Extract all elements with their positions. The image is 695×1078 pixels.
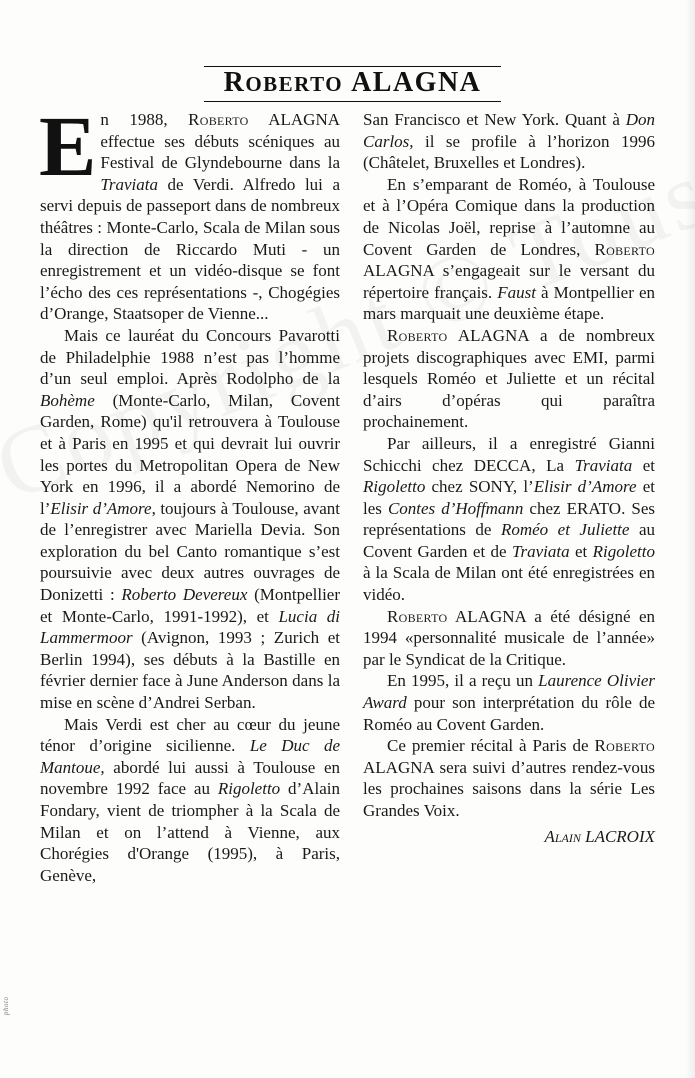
text: (Avignon, 1993 ; Zurich et Berlin 1994), ses débuts à la Bastille en février dernier face à June Anderson dans la mise en scène d’Andrei Serban. bbox=[40, 628, 340, 713]
text: (Monte-Carlo, Milan, Covent Garden, Rome) qu'il retrouvera à Toulouse et à Paris en 1995 et qui devrait lui ouvrir les portes du Metropolitan Opera de New York en 1996, il a abordé Nemorino de l’ bbox=[40, 390, 340, 518]
text: au Covent Garden et de bbox=[363, 520, 655, 561]
page-edge-shadow bbox=[685, 0, 695, 1078]
text: de Verdi. Alfredo lui a servi depuis de passeport dans de nombreux théâtres : Monte-Carlo, Scala de Milan sous la direction de Riccardo Muti - un enregistrement et un vidéo-disque se font l’écho des ces représentations -, Chogégies d’Orange, Staatsoper de Vienne... bbox=[40, 174, 340, 324]
opera-title: Le Duc de Mantoue, bbox=[40, 736, 341, 777]
text: il se profile à l’horizon 1996 (Châtelet, Bruxelles et Londres). bbox=[363, 131, 655, 173]
opera-title: Rigoletto bbox=[592, 541, 655, 561]
award-title: Laurence Olivier Award bbox=[363, 671, 655, 713]
paragraph-3 bbox=[40, 714, 340, 887]
opera-title: Contes d’Hoffmann bbox=[387, 498, 524, 518]
text: En s’emparant de Roméo, à Toulouse et à l’Opéra Comique dans la production de Nicolas Joël, reprise à l’automne au Covent Garden de Londres, bbox=[363, 174, 655, 259]
text: , toujours à Toulouse, avant de l’enregistrer avec Mariella Devia. Son exploration du bel Canto romantique s’est poursuivie avec deux autres ouvrages de Donizetti : bbox=[40, 498, 341, 605]
text: ALAGNA a de nombreux projets discographiques avec EMI, parmi lesquels Roméo et Juliette et un récital d’airs d’opéras qui paraîtra prochainement. bbox=[363, 325, 655, 432]
text: n 1988, bbox=[100, 110, 189, 129]
paragraph-7 bbox=[363, 606, 655, 671]
opera-title: Rigoletto bbox=[217, 779, 281, 799]
text: En 1995, il a reçu un bbox=[387, 671, 539, 691]
opera-title: Lucia di Lammermoor bbox=[40, 606, 340, 648]
opera-title: Don Carlos, bbox=[363, 110, 655, 151]
text: ALAGNA a été désigné en 1994 «personnalité musicale de l’année» par le Syndicat de la Critique. bbox=[363, 606, 655, 669]
text: Ce premier récital à Paris de bbox=[387, 736, 595, 756]
opera-title: Elisir d’Amore bbox=[50, 498, 152, 518]
text: Par ailleurs, il a enregistré Gianni Schicchi chez DECCA, La bbox=[363, 433, 655, 475]
text: (Montpellier et Monte-Carlo, 1991-1992), et bbox=[40, 585, 341, 626]
text: San Francisco et New York. Quant à bbox=[363, 110, 626, 129]
text: Mais ce lauréat du Concours Pavarotti de Philadelphie 1988 n’est pas l’homme d’un seul emploi. Après Rodolpho de la bbox=[40, 325, 340, 389]
opera-title: Elisir d’Amore bbox=[533, 477, 637, 497]
name-small-caps: Roberto bbox=[387, 606, 448, 626]
opera-title: Faust bbox=[497, 282, 536, 302]
paragraph-1 bbox=[39, 98, 340, 325]
opera-title: Bohème bbox=[40, 390, 95, 410]
text: ALAGNA s’engageait sur le versant du répertoire français. bbox=[363, 261, 655, 302]
drop-cap: E bbox=[39, 98, 97, 194]
text: et les bbox=[363, 477, 655, 518]
text: abordé lui aussi à Toulouse en novembre 1992 face au bbox=[40, 757, 340, 799]
text: à la Scala de Milan ont été enregistrées en vidéo. bbox=[363, 563, 655, 605]
article-title bbox=[204, 68, 501, 99]
opera-title: Roberto Devereux bbox=[121, 585, 248, 605]
author-first-name: Alain bbox=[544, 826, 581, 846]
text: Mais Verdi est cher au cœur du jeune ténor d’origine sicilienne. bbox=[40, 714, 340, 756]
photo-credit: photo bbox=[2, 996, 10, 1015]
paragraph-6 bbox=[363, 433, 655, 606]
text: et bbox=[632, 455, 655, 475]
text: et bbox=[569, 541, 593, 561]
name-small-caps: Roberto bbox=[387, 325, 448, 345]
opera-title: Traviata bbox=[574, 455, 633, 475]
text: chez SONY, l’ bbox=[425, 477, 534, 497]
article-title-banner bbox=[204, 66, 501, 102]
title-last-name: ALAGNA bbox=[351, 67, 482, 98]
opera-title: Traviata bbox=[100, 174, 158, 194]
paragraph-2 bbox=[40, 325, 340, 714]
left-column bbox=[39, 98, 341, 886]
title-first-name: OBERTO bbox=[245, 72, 344, 96]
text: d’Alain Fondary, vient de triompher à la Scala de Milan et on l’attend à Vienne, aux Chorégies d'Orange (1995), à Paris, Genève, bbox=[40, 779, 340, 885]
opera-title: Rigoletto bbox=[363, 477, 426, 497]
text: ALAGNA effectue ses débuts scéniques au Festival de Glyndebourne dans la bbox=[100, 110, 340, 173]
name-small-caps: Roberto bbox=[188, 110, 249, 129]
opera-title: Traviata bbox=[512, 541, 570, 561]
author-signature bbox=[363, 826, 655, 848]
opera-title: Roméo et Juliette bbox=[500, 520, 630, 540]
right-column bbox=[363, 109, 655, 847]
name-small-caps: Roberto bbox=[594, 736, 655, 756]
text: ALAGNA sera suivi d’autres rendez-vous les prochaines saisons dans la série Les Grandes Voix. bbox=[363, 757, 655, 820]
author-last-name: LACROIX bbox=[580, 826, 655, 846]
paragraph-9 bbox=[363, 735, 655, 821]
name-small-caps: Roberto bbox=[594, 239, 655, 259]
paragraph-5 bbox=[363, 325, 655, 433]
text: pour son interprétation du rôle de Roméo au Covent Garden. bbox=[363, 693, 655, 734]
title-initial: R bbox=[223, 67, 246, 98]
text: à Montpellier en mars marquait une deuxième étape. bbox=[363, 282, 655, 324]
paragraph-8 bbox=[363, 670, 655, 735]
paragraph-continued bbox=[363, 109, 655, 174]
paragraph-4 bbox=[363, 174, 655, 325]
text: chez ERATO. Ses représentations de bbox=[363, 498, 655, 540]
